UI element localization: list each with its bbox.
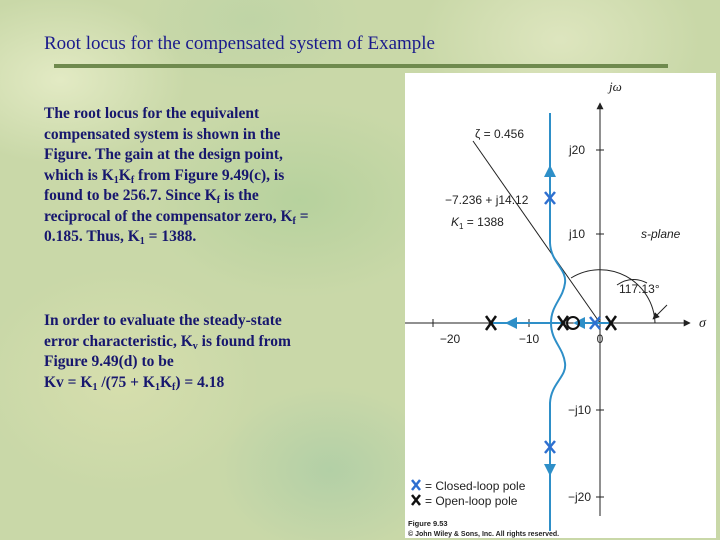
p2-line-2 [44, 332, 394, 353]
p2-l4-text-c: /(75 + K [97, 373, 155, 391]
tick-label-neg-j10: −j10 [567, 403, 591, 417]
p1-line-4 [44, 166, 394, 187]
p1-l7-sub-1: 1 [139, 236, 145, 247]
p1-line-3: Figure. The gain at the design point, [44, 146, 283, 163]
p1-l5-sub-f: f [216, 195, 221, 206]
slide-title: Root locus for the compensated system of Example [44, 33, 435, 54]
angle-arrow [653, 305, 667, 319]
p2-l4-sub-1a: 1 [92, 381, 98, 393]
legend-closed-loop-label: = Closed-loop pole [425, 479, 526, 493]
p1-l6-sub-f: f [292, 215, 296, 227]
zeta-label: ζ = 0.456 [475, 127, 524, 141]
angle-arc [571, 270, 655, 323]
p1-l6-text-c: = [295, 207, 309, 225]
p1-line-7 [44, 227, 394, 248]
jw-axis-label: jω [609, 79, 622, 94]
p2-l4-sub-1b: 1 [154, 381, 160, 393]
s-plane-label: s-plane [641, 227, 681, 241]
root-locus-plot [405, 73, 716, 538]
legend-open-loop-label: = Open-loop pole [425, 494, 518, 508]
legend-open-loop-marker [412, 495, 420, 505]
tick-label-j20: j20 [568, 143, 585, 157]
p2-line-3: Figure 9.49(d) to be [44, 353, 174, 370]
p1-l4-text-c: K [118, 166, 131, 184]
p1-line-1: The root locus for the equivalent [44, 105, 260, 122]
p1-line-2: compensated system is shown in the [44, 125, 281, 143]
k1-label [451, 215, 504, 231]
p1-l5-text-c: is the [220, 187, 259, 204]
p2-l4-text-g: ) = 4.18 [175, 373, 225, 391]
p2-l2-text-a: error characteristic, K [44, 332, 193, 350]
p2-line-1: In order to evaluate the steady-state [44, 312, 282, 329]
p2-l4-text-a: Kv = K [44, 373, 93, 391]
tick-label-neg10: −10 [518, 332, 540, 346]
p2-l4-text-e: K [159, 373, 172, 391]
p2-l2-sub-v: v [192, 340, 198, 352]
tick-label-zero: 0 [596, 332, 604, 346]
sigma-axis-label: σ [699, 316, 706, 331]
p1-l4-sub-1: 1 [113, 174, 119, 186]
k1-label-k: K [451, 215, 460, 229]
angle-label: 117.13° [619, 282, 660, 296]
tick-label-neg20: −20 [439, 332, 461, 346]
p1-line-6 [44, 207, 394, 228]
p1-l6-text-a: reciprocal of the compensator zero, K [44, 207, 293, 225]
p1-l4-text-a: which is K [44, 166, 114, 184]
p1-l4-sub-f: f [130, 174, 135, 186]
title-divider [54, 64, 668, 68]
p1-l7-text-c: = 1388. [144, 228, 197, 245]
tick-label-neg-j20: −j20 [567, 490, 591, 504]
legend-closed-loop-marker [412, 480, 420, 490]
figure-copyright: © John Wiley & Sons, Inc. All rights reserved. [408, 531, 560, 538]
k1-label-value: = 1388 [463, 215, 504, 229]
p2-line-4 [44, 373, 394, 394]
figure-number: Figure 9.53 [408, 519, 448, 528]
p1-l4-text-e: from Figure 9.49(c), is [134, 166, 285, 184]
p1-l7-text-a: 0.185. Thus, K [44, 228, 140, 245]
k1-label-sub: 1 [459, 222, 464, 231]
design-point-label: −7.236 + j14.12 [445, 193, 529, 207]
root-locus-figure [405, 73, 716, 538]
p2-l2-text-c: is found from [197, 332, 291, 350]
locus-branch-lower [550, 323, 565, 531]
tick-label-j10: j10 [568, 227, 585, 241]
paragraph-design-gain [44, 104, 394, 248]
p2-l4-sub-f: f [172, 381, 176, 393]
p1-l5-text-a: found to be 256.7. Since K [44, 187, 217, 204]
paragraph-steady-state [44, 311, 394, 393]
p1-line-5 [44, 186, 394, 207]
locus-branch-upper [550, 113, 565, 323]
